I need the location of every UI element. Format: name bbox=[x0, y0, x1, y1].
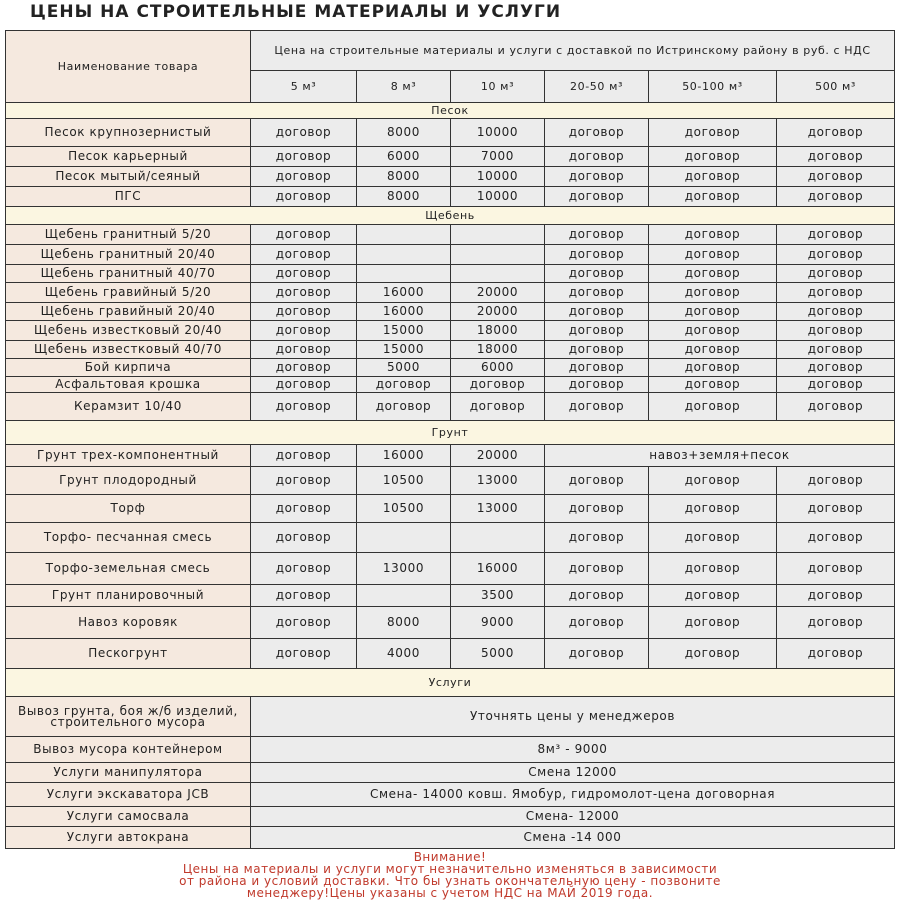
service-price: Смена- 12000 bbox=[251, 807, 895, 827]
product-name: Грунт планировочный bbox=[6, 585, 251, 607]
notice-heading: Внимание! bbox=[413, 850, 487, 864]
price-cell: 8000 bbox=[357, 187, 451, 207]
service-name: Вывоз грунта, боя ж/б изделий, строительного мусора bbox=[6, 697, 251, 737]
table-row bbox=[6, 303, 895, 321]
section-services-row bbox=[6, 669, 895, 697]
price-cell: договор bbox=[545, 377, 649, 393]
price-cell: договор bbox=[251, 303, 357, 321]
price-cell: договор bbox=[649, 377, 777, 393]
price-cell: 7000 bbox=[451, 147, 545, 167]
product-name: Грунт плодородный bbox=[6, 467, 251, 495]
table-row bbox=[6, 341, 895, 359]
price-cell: договор bbox=[545, 119, 649, 147]
price-cell: договор bbox=[649, 585, 777, 607]
price-cell: договор bbox=[251, 119, 357, 147]
price-cell: 10500 bbox=[357, 495, 451, 523]
volume-500: 500 м³ bbox=[777, 71, 895, 103]
price-cell: договор bbox=[251, 359, 357, 377]
price-cell: договор bbox=[251, 167, 357, 187]
price-cell: договор bbox=[649, 341, 777, 359]
table-row bbox=[6, 265, 895, 283]
price-cell bbox=[357, 225, 451, 245]
price-cell: договор bbox=[545, 283, 649, 303]
table-row bbox=[6, 585, 895, 607]
price-cell: договор bbox=[251, 467, 357, 495]
price-cell: 18000 bbox=[451, 321, 545, 341]
price-cell: договор bbox=[251, 639, 357, 669]
price-cell: 6000 bbox=[451, 359, 545, 377]
price-cell: договор bbox=[649, 639, 777, 669]
price-cell: договор bbox=[777, 467, 895, 495]
price-cell: 13000 bbox=[451, 467, 545, 495]
price-cell: 4000 bbox=[357, 639, 451, 669]
product-name: Навоз коровяк bbox=[6, 607, 251, 639]
price-cell: договор bbox=[649, 303, 777, 321]
price-cell: договор bbox=[777, 585, 895, 607]
price-cell: договор bbox=[649, 119, 777, 147]
price-cell: 16000 bbox=[357, 283, 451, 303]
price-cell: договор bbox=[451, 377, 545, 393]
price-cell: договор bbox=[251, 445, 357, 467]
service-row bbox=[6, 737, 895, 763]
price-cell: договор bbox=[251, 265, 357, 283]
price-cell: договор bbox=[545, 167, 649, 187]
price-cell: 20000 bbox=[451, 283, 545, 303]
table-row bbox=[6, 553, 895, 585]
price-cell: 10000 bbox=[451, 187, 545, 207]
volume-50-100: 50-100 м³ bbox=[649, 71, 777, 103]
price-cell: 10500 bbox=[357, 467, 451, 495]
service-row bbox=[6, 763, 895, 783]
service-name: Вывоз мусора контейнером bbox=[6, 737, 251, 763]
table-row bbox=[6, 359, 895, 377]
section-soil-row bbox=[6, 421, 895, 445]
table-row bbox=[6, 119, 895, 147]
price-cell: договор bbox=[251, 321, 357, 341]
price-cell: договор bbox=[545, 245, 649, 265]
price-cell: 18000 bbox=[451, 341, 545, 359]
product-name: Грунт трех-компонентный bbox=[6, 445, 251, 467]
service-price: Смена 12000 bbox=[251, 763, 895, 783]
section-title-soil: Грунт bbox=[6, 421, 895, 445]
notice-line: Цены на материалы и услуги могут незначительно изменяться в зависимости bbox=[182, 862, 718, 876]
price-cell: договор bbox=[545, 585, 649, 607]
price-cell: договор bbox=[251, 585, 357, 607]
product-name: ПГС bbox=[6, 187, 251, 207]
table-row bbox=[6, 245, 895, 265]
price-cell: 3500 bbox=[451, 585, 545, 607]
notice-line: от района и условий доставки. Что бы узнать окончательную цену - позвоните bbox=[179, 874, 721, 888]
price-cell: договор bbox=[251, 495, 357, 523]
product-name: Керамзит 10/40 bbox=[6, 393, 251, 421]
service-name: Услуги автокрана bbox=[6, 827, 251, 849]
price-cell: 20000 bbox=[451, 445, 545, 467]
price-cell: договор bbox=[251, 245, 357, 265]
price-cell: договор bbox=[777, 265, 895, 283]
price-cell: договор bbox=[649, 147, 777, 167]
price-cell: договор bbox=[649, 553, 777, 585]
price-cell: договор bbox=[545, 523, 649, 553]
service-price: Смена- 14000 ковш. Ямобур, гидромолот-цена договорная bbox=[251, 783, 895, 807]
section-gravel-row bbox=[6, 207, 895, 225]
price-cell: договор bbox=[545, 265, 649, 283]
price-cell bbox=[357, 523, 451, 553]
price-cell: 8000 bbox=[357, 607, 451, 639]
price-table bbox=[5, 30, 895, 849]
service-row bbox=[6, 827, 895, 849]
mix-label-cell: навоз+земля+песок bbox=[545, 445, 895, 467]
price-cell: договор bbox=[649, 265, 777, 283]
product-name: Бой кирпича bbox=[6, 359, 251, 377]
volume-20-50: 20-50 м³ bbox=[545, 71, 649, 103]
product-name: Песок крупнозернистый bbox=[6, 119, 251, 147]
product-name: Асфальтовая крошка bbox=[6, 377, 251, 393]
price-cell bbox=[451, 245, 545, 265]
price-cell: 13000 bbox=[451, 495, 545, 523]
table-row bbox=[6, 187, 895, 207]
volume-5: 5 м³ bbox=[251, 71, 357, 103]
price-cell: договор bbox=[649, 283, 777, 303]
price-cell: договор bbox=[777, 147, 895, 167]
table-row bbox=[6, 321, 895, 341]
header-name-cell: Наименование товара bbox=[6, 31, 251, 103]
service-name: Услуги самосвала bbox=[6, 807, 251, 827]
price-cell: договор bbox=[545, 495, 649, 523]
product-name: Пескогрунт bbox=[6, 639, 251, 669]
price-cell bbox=[451, 225, 545, 245]
price-cell: договор bbox=[777, 245, 895, 265]
price-cell: договор bbox=[777, 495, 895, 523]
price-cell: договор bbox=[649, 321, 777, 341]
product-name: Щебень гравийный 20/40 bbox=[6, 303, 251, 321]
product-name: Щебень гранитный 40/70 bbox=[6, 265, 251, 283]
price-cell: 8000 bbox=[357, 119, 451, 147]
price-cell: договор bbox=[545, 303, 649, 321]
table-row bbox=[6, 467, 895, 495]
service-row bbox=[6, 697, 895, 737]
section-title-gravel: Щебень bbox=[6, 207, 895, 225]
product-name: Щебень гравийный 5/20 bbox=[6, 283, 251, 303]
table-row bbox=[6, 393, 895, 421]
price-cell: договор bbox=[545, 359, 649, 377]
price-cell: договор bbox=[545, 187, 649, 207]
section-title-sand: Песок bbox=[6, 103, 895, 119]
header-price-cell: Цена на строительные материалы и услуги с доставкой по Истринскому району в руб. с НДС bbox=[251, 31, 895, 71]
product-name: Щебень известковый 40/70 bbox=[6, 341, 251, 359]
product-name: Песок карьерный bbox=[6, 147, 251, 167]
price-cell bbox=[357, 585, 451, 607]
price-cell: договор bbox=[777, 393, 895, 421]
price-cell: 6000 bbox=[357, 147, 451, 167]
table-row bbox=[6, 445, 895, 467]
service-name: Услуги манипулятора bbox=[6, 763, 251, 783]
price-cell: договор bbox=[649, 225, 777, 245]
price-cell: договор bbox=[649, 393, 777, 421]
table-row bbox=[6, 639, 895, 669]
table-row bbox=[6, 377, 895, 393]
notice-text bbox=[0, 851, 900, 899]
volume-8: 8 м³ bbox=[357, 71, 451, 103]
page-title: ЦЕНЫ НА СТРОИТЕЛЬНЫЕ МАТЕРИАЛЫ И УСЛУГИ bbox=[30, 2, 562, 22]
price-cell: договор bbox=[545, 341, 649, 359]
price-cell: 13000 bbox=[357, 553, 451, 585]
price-cell: договор bbox=[251, 607, 357, 639]
price-cell: договор bbox=[649, 495, 777, 523]
price-cell: договор bbox=[649, 607, 777, 639]
price-cell: 16000 bbox=[357, 445, 451, 467]
price-cell: договор bbox=[777, 377, 895, 393]
price-cell: договор bbox=[545, 393, 649, 421]
product-name: Торфо-земельная смесь bbox=[6, 553, 251, 585]
product-name: Песок мытый/сеяный bbox=[6, 167, 251, 187]
price-cell: договор bbox=[451, 393, 545, 421]
price-cell: договор bbox=[777, 119, 895, 147]
price-cell: 8000 bbox=[357, 167, 451, 187]
price-cell bbox=[357, 245, 451, 265]
price-cell: договор bbox=[777, 187, 895, 207]
price-cell: 9000 bbox=[451, 607, 545, 639]
product-name: Щебень известковый 20/40 bbox=[6, 321, 251, 341]
price-cell: договор bbox=[649, 467, 777, 495]
price-cell: договор bbox=[777, 167, 895, 187]
price-cell: 15000 bbox=[357, 321, 451, 341]
product-name: Торфо- песчанная смесь bbox=[6, 523, 251, 553]
volume-10: 10 м³ bbox=[451, 71, 545, 103]
service-price: 8м³ - 9000 bbox=[251, 737, 895, 763]
price-cell: договор bbox=[545, 467, 649, 495]
price-cell: договор bbox=[545, 147, 649, 167]
price-cell: договор bbox=[777, 523, 895, 553]
product-name: Щебень гранитный 20/40 bbox=[6, 245, 251, 265]
price-cell: договор bbox=[777, 553, 895, 585]
price-cell: договор bbox=[251, 283, 357, 303]
price-cell: 16000 bbox=[357, 303, 451, 321]
price-cell: договор bbox=[251, 523, 357, 553]
service-price: Уточнять цены у менеджеров bbox=[251, 697, 895, 737]
section-sand-row bbox=[6, 103, 895, 119]
price-cell: 15000 bbox=[357, 341, 451, 359]
price-cell: договор bbox=[251, 341, 357, 359]
table-row bbox=[6, 283, 895, 303]
price-cell: договор bbox=[251, 553, 357, 585]
price-cell: договор bbox=[357, 377, 451, 393]
price-cell: договор bbox=[777, 639, 895, 669]
table-row bbox=[6, 167, 895, 187]
price-cell: договор bbox=[357, 393, 451, 421]
section-title-services: Услуги bbox=[6, 669, 895, 697]
price-cell: договор bbox=[777, 321, 895, 341]
table-row bbox=[6, 607, 895, 639]
price-cell: 16000 bbox=[451, 553, 545, 585]
price-cell: договор bbox=[777, 359, 895, 377]
price-cell: договор bbox=[777, 607, 895, 639]
table-row bbox=[6, 147, 895, 167]
price-cell bbox=[357, 265, 451, 283]
price-cell: договор bbox=[649, 187, 777, 207]
price-cell bbox=[451, 265, 545, 283]
price-cell: договор bbox=[545, 225, 649, 245]
price-cell: договор bbox=[251, 377, 357, 393]
price-cell: договор bbox=[545, 639, 649, 669]
service-name: Услуги экскаватора JCB bbox=[6, 783, 251, 807]
table-row bbox=[6, 523, 895, 553]
price-cell: 10000 bbox=[451, 119, 545, 147]
price-cell: договор bbox=[649, 359, 777, 377]
service-row bbox=[6, 807, 895, 827]
price-cell bbox=[451, 523, 545, 553]
service-row bbox=[6, 783, 895, 807]
price-cell: договор bbox=[649, 523, 777, 553]
price-cell: договор bbox=[777, 303, 895, 321]
product-name: Торф bbox=[6, 495, 251, 523]
price-cell: 5000 bbox=[451, 639, 545, 669]
price-cell: договор bbox=[777, 341, 895, 359]
price-cell: 10000 bbox=[451, 167, 545, 187]
price-cell: договор bbox=[545, 607, 649, 639]
header-row bbox=[6, 31, 895, 71]
product-name: Щебень гранитный 5/20 bbox=[6, 225, 251, 245]
price-cell: 5000 bbox=[357, 359, 451, 377]
price-cell: договор bbox=[251, 187, 357, 207]
service-price: Смена -14 000 bbox=[251, 827, 895, 849]
price-cell: договор bbox=[777, 225, 895, 245]
price-cell: договор bbox=[251, 225, 357, 245]
table-row bbox=[6, 495, 895, 523]
price-cell: договор bbox=[649, 245, 777, 265]
price-cell: 20000 bbox=[451, 303, 545, 321]
table-row bbox=[6, 225, 895, 245]
price-cell: договор bbox=[649, 167, 777, 187]
price-cell: договор bbox=[545, 553, 649, 585]
price-cell: договор bbox=[251, 147, 357, 167]
notice-line: менеджеру!Цены указаны с учетом НДС на МАЙ 2019 года. bbox=[246, 886, 654, 900]
price-cell: договор bbox=[545, 321, 649, 341]
price-cell: договор bbox=[251, 393, 357, 421]
price-cell: договор bbox=[777, 283, 895, 303]
